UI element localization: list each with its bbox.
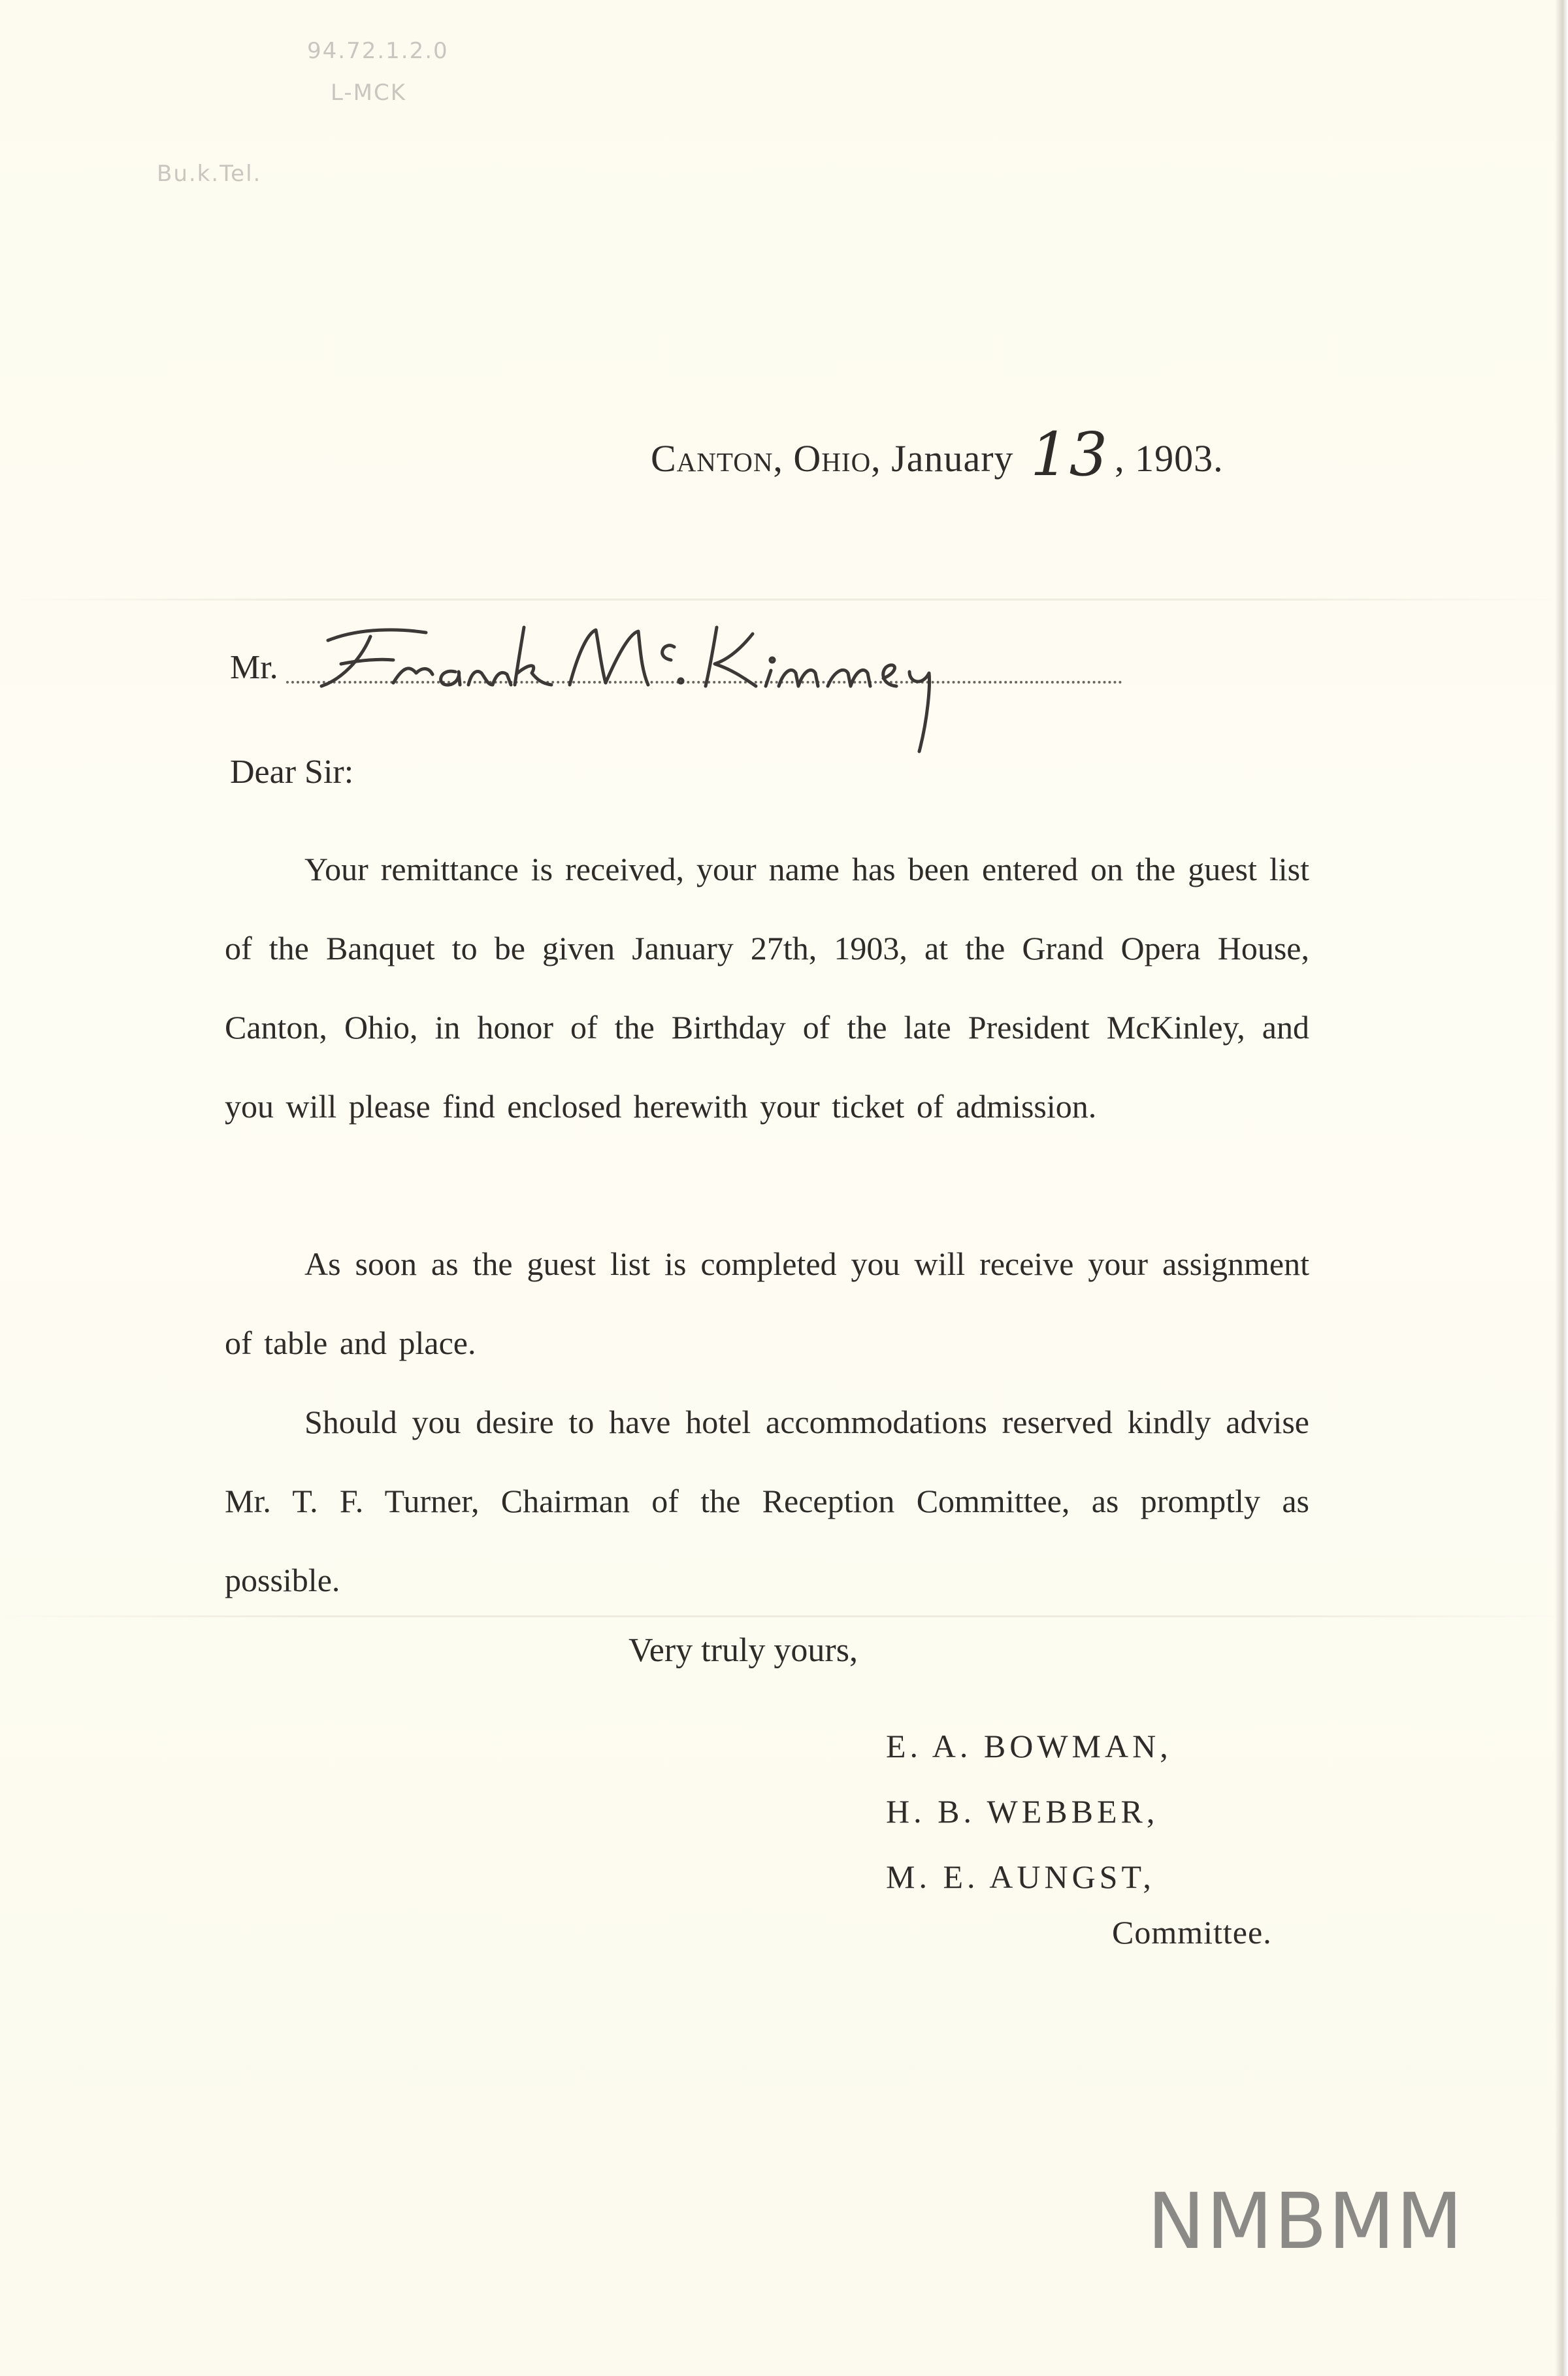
pencil-note: Bu.k.Tel. [157,161,262,187]
dateline-day-handwritten: 13 [1030,420,1109,489]
fold-line [0,599,1568,601]
paragraph: As soon as the guest list is completed you will receive your assignment of table and place. [225,1246,1309,1361]
paragraph: Your remittance is received, your name has been entered on the guest list of the Banquet to be given January 27th, 1903, at the Grand Opera House, Canton, Ohio, in honor of the Birthday of the late President McKinley, and you will please find enclosed herewith your ticket of admission. [225,851,1309,1125]
addressee-prefix: Mr. [230,649,278,686]
dateline-year: , 1903. [1115,437,1224,480]
watermark-logo: NMBMM [1147,2176,1464,2266]
signer-name: M. E. AUNGST, [886,1858,1155,1895]
dateline-month: January [891,437,1014,480]
scan-edge [1555,0,1568,2376]
signer-list [886,1713,1172,1909]
signer-title: Committee. [1112,1914,1272,1951]
addressee-line [230,621,1145,732]
dateline [651,416,1224,489]
paragraph: Should you desire to have hotel accommodations reserved kindly advise Mr. T. F. Turner, Chairman of the Reception Committee, as promptly as possible. [225,1404,1309,1598]
pencil-note: L-MCK [331,80,406,106]
salutation: Dear Sir: [230,753,354,791]
signer-name: H. B. WEBBER, [886,1793,1159,1830]
pencil-note: 94.72.1.2.0 [307,38,449,64]
signer-name: E. A. BOWMAN, [886,1728,1172,1764]
closing: Very truly yours, [629,1632,858,1669]
handwritten-addressee-name [230,621,1145,771]
dateline-place: Canton, Ohio, [651,437,881,480]
